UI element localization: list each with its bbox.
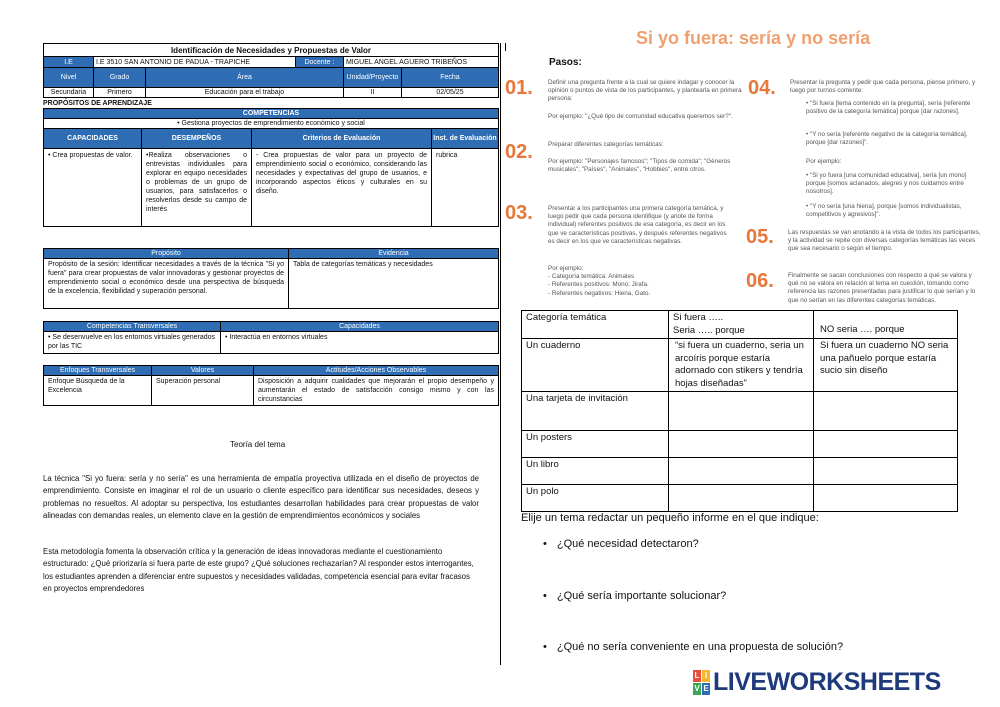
identification-title: Identificación de Necesidades y Propuestas de Valor: [44, 44, 499, 57]
pasos-label: Pasos:: [549, 57, 582, 68]
bullet-icon: •: [543, 538, 547, 550]
row-5-si[interactable]: [669, 485, 814, 512]
header-area: Área: [146, 68, 344, 88]
row-5-categoria: Un polo: [522, 485, 669, 512]
step-06-text: Finalmente se sacan conclusiones con respecto a qué se valora y qué no se valora en relación al tema en cuestión, tomando como referencia las razones presentadas para justificar lo que serían y lo que no serían en las diferentes categorías temáticas.: [788, 272, 976, 304]
capacidad-transversal-value: • Interactúa en entornos virtuales: [221, 332, 499, 354]
competencias-table: [43, 108, 499, 227]
table-header-si-fuera: [669, 311, 814, 339]
row-2-si[interactable]: [669, 392, 814, 431]
header-nivel: Nivel: [44, 68, 94, 88]
row-1-categoria: Un cuaderno: [522, 339, 669, 392]
valores-header: Valores: [152, 366, 254, 376]
value-grado: Primero: [94, 88, 146, 98]
question-2-text: ¿Qué sería importante solucionar?: [556, 590, 727, 602]
question-3: [543, 641, 843, 653]
teoria-paragraph-2: Esta metodología fomenta la observación crítica y la generación de ideas innovadoras mediante el cuestionamiento estructurado: ¿Qué priorizaría si fuera parte de este grupo? ¿Qué soluciones rechazarían? Al responder estos interrogantes, los estudiantes aprenden a diferenciar entre supuestos y necesidades validadas, competencia esencial para evitar fracasos en proyectos emprendedores: [43, 547, 474, 593]
criterio-value: - Crea propuestas de valor para un proyecto de emprendimiento social o económico, considerando las necesidades y expectativas del grupo de usuarios, e incorporando aspectos éticos y culturales en su diseño.: [252, 149, 432, 227]
table-row: [522, 458, 958, 485]
step-06-number: 06.: [746, 270, 774, 292]
header-instrumento: Inst. de Evaluación: [432, 129, 499, 149]
question-1-text: ¿Qué necesidad detectaron?: [556, 538, 699, 550]
identification-table-wrap: [43, 43, 499, 227]
informe-intro: Elije un tema redactar un pequeño informe en el que indique:: [521, 512, 819, 524]
competencia-value: • Gestiona proyectos de emprendimiento económico y social: [44, 119, 499, 129]
table-header-categoria: Categoría temática: [522, 311, 669, 339]
step-02-example: Por ejemplo: "Personajes famosos"; "Tipos de comida"; "Géneros musicales"; "Países", "Animales", "Hobbies", entre otros.: [548, 158, 731, 174]
row-3-categoria: Un posters: [522, 431, 669, 458]
row-4-si[interactable]: [669, 458, 814, 485]
bullet-icon: •: [543, 590, 547, 602]
step-05-number: 05.: [746, 226, 774, 248]
docente-label: Docente :: [295, 57, 343, 68]
step-03-example: Por ejemplo: - Categoría temática: Animales - Referentes positivos: Mono; Jirafa. - Referentes negativos: Hiena, Gato.: [548, 265, 651, 297]
row-2-categoria: Una tarjeta de invitación: [522, 392, 669, 431]
step-01-text: Definir una pregunta frente a la cual se quiere indagar y conocer la opinión o puntos de vista de los participantes, y plantearla en primera persona:: [548, 79, 742, 103]
proposito-table: [43, 248, 499, 309]
table-row: [522, 392, 958, 431]
row-3-no[interactable]: [814, 431, 958, 458]
value-fecha: 02/05/25: [401, 88, 498, 98]
desempeno-value: •Realiza observaciones o entrevistas individuales para explorar en equipo necesidades o problemas de un grupo de usuarios, para satisfacerlos o resolverlos desde su campo de interés: [142, 149, 252, 227]
page-divider: [500, 43, 501, 665]
step-04-text: Presentar la pregunta y pedir que cada persona, piense primero, y luego por turnos comente:: [790, 79, 976, 95]
ie-value: I.E 3510 SAN ANTONIO DE PADUA - TRAPICHE: [94, 57, 296, 68]
comp-transversal-value: • Se desenvuelve en los entornos virtuales generados por las TIC: [44, 332, 221, 354]
row-1-no[interactable]: Si fuera un cuaderno NO seria una pañuelo porque estaría sucio sin diseño: [814, 339, 958, 392]
step-03-number: 03.: [505, 202, 533, 224]
step-05-text: Las respuestas se van anotando a la vista de todos los participantes, y la actividad se repite con diversas categorías temáticas las veces que sea necesario o según el tiempo.: [788, 229, 981, 253]
table-row: [522, 339, 958, 392]
teoria-paragraph-1: La técnica "Si yo fuera: sería y no sería" es una herramienta de empatía proyectiva utilizada en el diseño de proyectos de emprendimiento. Consiste en imaginar el rol de un usuario o cliente específico para identificar sus necesidades, deseos y problemas no resueltos. Al adoptar su perspectiva, los estudiantes desarrollan habilidades para crear propuestas de valor alineadas con demandas reales, un elemento clave en la gestión de emprendimientos económicos y sociales: [43, 474, 479, 520]
evidencia-header: Evidencia: [289, 249, 499, 259]
question-3-text: ¿Qué no sería conveniente en una propuesta de solución?: [556, 641, 844, 653]
step-03-text: Presentar a los participantes una primera categoría temática, y luego pedir que cada persona identifique (y anote de forma individual) referentes positivos de esa categoría, es decir en los que ve características positivas, y después referentes negativos es decir en los que ve características negativas.: [548, 205, 727, 245]
instrumento-value: rubrica: [432, 149, 499, 227]
step-02-text: Preparar diferentes categorías temáticas:: [548, 141, 664, 148]
value-area: Educación para el trabajo: [146, 88, 344, 98]
comp-transversales-header: Competencias Transversales: [44, 322, 221, 332]
logo-letter-e: E: [703, 683, 709, 693]
header-fecha: Fecha: [401, 68, 498, 88]
row-5-no[interactable]: [814, 485, 958, 512]
actitud-value: Disposición a adquirir cualidades que mejorarán el propio desempeño y aumentarán el estado de satisfacción consigo mismo y con las circunstancias: [254, 376, 499, 406]
logo-letter-l: L: [694, 670, 700, 680]
header-capacidades: CAPACIDADES: [44, 129, 142, 149]
step-04-number: 04.: [748, 77, 776, 99]
step-01-number: 01.: [505, 77, 533, 99]
question-1: [543, 538, 699, 550]
competencias-header: COMPETENCIAS: [44, 109, 499, 119]
step-01-example: Por ejemplo: "¿Qué tipo de comunidad educativa queremos ser?".: [548, 113, 733, 120]
enfoques-table: [43, 365, 499, 406]
capacidad-value: • Crea propuestas de valor.: [44, 149, 142, 227]
evidencia-text: Tabla de categorías temáticas y necesidades: [289, 259, 499, 309]
categories-table: [521, 310, 958, 512]
liveworksheets-logo[interactable]: [693, 668, 941, 696]
logo-icon: [693, 670, 710, 695]
step-02-number: 02.: [505, 141, 533, 163]
logo-letter-v: V: [694, 683, 700, 693]
docente-value: MIGUEL ANGEL AGUERO TRIBEÑOS: [343, 57, 498, 68]
transversales-table: [43, 321, 499, 354]
table-row: [522, 431, 958, 458]
row-3-si[interactable]: [669, 431, 814, 458]
header-criterios: Criterios de Evaluación: [252, 129, 432, 149]
step-04-example-label: Por ejemplo:: [806, 158, 842, 165]
row-4-categoria: Un libro: [522, 458, 669, 485]
table-header-si-fuera-line1: Si fuera …..: [673, 312, 724, 323]
row-1-si[interactable]: “si fuera un cuaderno, seria un arcoíris porque estaría adornado con stikers y tendría hojas diseñadas”: [669, 339, 814, 392]
logo-letter-i: I: [702, 670, 710, 682]
table-header-si-fuera-line2: Seria ….. porque: [673, 324, 745, 336]
identification-table: [43, 43, 499, 98]
step-04-bullet-3: • "Si yo fuera [una comunidad educativa], sería [un mono] porque [somos aclanados, alegres y nos cuidamos entre nosotros].: [806, 172, 967, 196]
header-unidad: Unidad/Proyecto: [343, 68, 401, 88]
enfoque-value: Enfoque Búsqueda de la Excelencia: [44, 376, 152, 406]
ie-label: I.E: [44, 57, 94, 68]
value-nivel: Secundaria: [44, 88, 94, 98]
infographic-title: Si yo fuera: sería y no sería: [636, 28, 871, 48]
question-2: [543, 590, 726, 602]
valor-value: Superación personal: [152, 376, 254, 406]
header-grado: Grado: [94, 68, 146, 88]
value-unidad: II: [343, 88, 401, 98]
actitudes-header: Actitudes/Acciones Observables: [254, 366, 499, 376]
row-2-no[interactable]: [814, 392, 958, 431]
page-divider-tick: [505, 43, 506, 51]
row-4-no[interactable]: [814, 458, 958, 485]
teoria-title: Teoría del tema: [230, 440, 286, 449]
proposito-header: Propósito: [44, 249, 289, 259]
propositos-title: PROPÓSITOS DE APRENDIZAJE: [43, 100, 152, 107]
table-row: [522, 485, 958, 512]
step-04-bullet-4: • "Y no sería [una hiena], porque [somos individualistas, competitivos y agresivos]".: [806, 203, 962, 219]
step-04-bullet-2: • "Y no sería [referente negativo de la categoría temática], porque [dar razones]".: [806, 131, 968, 147]
logo-text: LIVEWORKSHEETS: [713, 667, 941, 696]
table-header-no-seria: NO seria …. porque: [814, 311, 958, 339]
header-desempenos: DESEMPEÑOS: [142, 129, 252, 149]
capacidades-header: Capacidades: [221, 322, 499, 332]
proposito-text: Propósito de la sesión: Identificar necesidades a través de la técnica "Si yo fuera" para crear propuestas de valor innovadoras y gestionar proyectos de emprendimiento social o económico desde una perspectiva de búsqueda de la excelencia, flexibilidad y superación personal.: [44, 259, 289, 309]
bullet-icon: •: [543, 641, 547, 653]
enfoques-header: Enfoques Transversales: [44, 366, 152, 376]
step-04-bullet-1: • "Si fuera [tema contenido en la pregunta], sería [referente positivo de la categoría temática] porque [dar razones].: [806, 100, 971, 116]
